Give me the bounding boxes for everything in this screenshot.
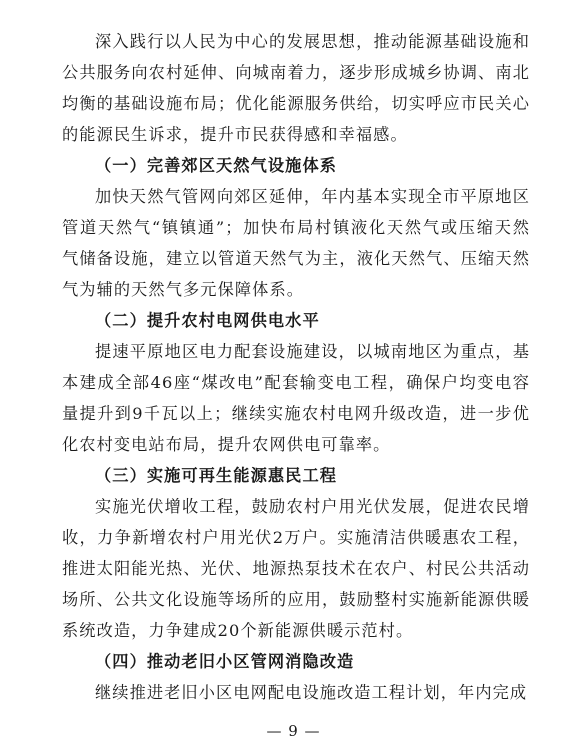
- document-body: [62, 26, 530, 708]
- section-body-1: 加快天然气管网向郊区延伸，年内基本实现全市平原地区管道天然气“镇镇通”；加快布局村镇液化天然气或压缩天然气储备设施，建立以管道天然气为主，液化天然气、压缩天然气为辅的天然气多元保障体系。: [62, 187, 530, 299]
- section-heading-3: （三）实施可再生能源惠民工程: [95, 466, 338, 485]
- intro-paragraph: 深入践行以人民为中心的发展思想，推动能源基础设施和公共服务向农村延伸、向城南着力，逐步形成城乡协调、南北均衡的基础设施布局；优化能源服务供给，切实呼应市民关心的能源民生诉求，提升市民获得感和幸福感。: [62, 32, 530, 144]
- section-heading-1: （一）完善郊区天然气设施体系: [95, 156, 338, 175]
- section-body-4: 继续推进老旧小区电网配电设施改造工程计划，年内完成: [95, 683, 528, 702]
- section-body-2: 提速平原地区电力配套设施建设，以城南地区为重点，基本建成全部46座“煤改电”配套输变电工程，确保户均变电容量提升到9千瓦以上；继续实施农村电网升级改造，进一步优化农村变电站布局，提升农网供电可靠率。: [62, 342, 530, 454]
- section-heading-2: （二）提升农村电网供电水平: [95, 311, 320, 330]
- section-heading-4: （四）推动老旧小区管网消隐改造: [95, 652, 355, 671]
- section-body-3: 实施光伏增收工程，鼓励农村户用光伏发展，促进农民增收，力争新增农村户用光伏2万户。实施清洁供暖惠农工程，推进太阳能光热、光伏、地源热泵技术在农户、村民公共活动场所、公共文化设施等场所的应用，鼓励整村实施新能源供暖系统改造，力争建成20个新能源供暖示范村。: [62, 497, 530, 640]
- page-number: — 9 —: [266, 722, 321, 740]
